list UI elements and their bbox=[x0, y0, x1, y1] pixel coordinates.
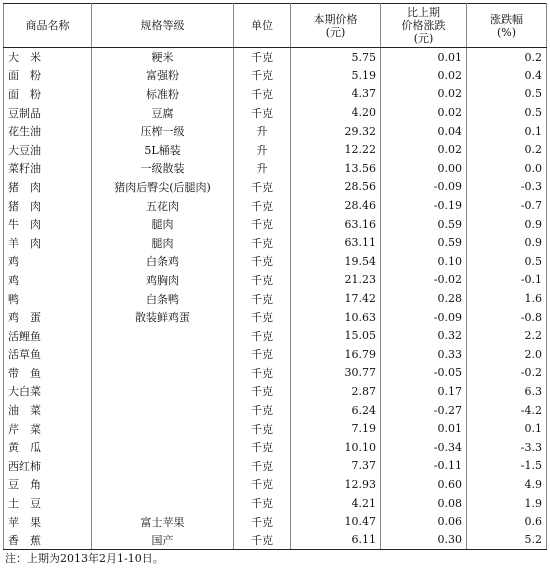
cell-unit: 千克 bbox=[234, 419, 291, 438]
cell-name: 油 菜 bbox=[4, 401, 92, 420]
cell-unit: 千克 bbox=[234, 178, 291, 197]
cell-price: 28.46 bbox=[291, 196, 381, 215]
header-price: 本期价格 (元) bbox=[291, 4, 381, 48]
cell-name: 猪 肉 bbox=[4, 178, 92, 197]
cell-change: 0.06 bbox=[381, 512, 467, 531]
cell-spec bbox=[92, 326, 234, 345]
cell-spec: 一级散装 bbox=[92, 159, 234, 178]
cell-change: 0.32 bbox=[381, 326, 467, 345]
cell-price: 5.75 bbox=[291, 48, 381, 67]
table-row bbox=[4, 140, 547, 159]
cell-pct: 2.2 bbox=[467, 326, 547, 345]
cell-name: 大豆油 bbox=[4, 140, 92, 159]
cell-price: 28.56 bbox=[291, 178, 381, 197]
cell-name: 西红柿 bbox=[4, 457, 92, 476]
price-table bbox=[3, 3, 547, 550]
table-row bbox=[4, 159, 547, 178]
cell-name: 鸭 bbox=[4, 289, 92, 308]
table-row bbox=[4, 308, 547, 327]
cell-change: 0.04 bbox=[381, 122, 467, 141]
cell-pct: -0.1 bbox=[467, 271, 547, 290]
cell-price: 63.11 bbox=[291, 233, 381, 252]
cell-name: 芹 菜 bbox=[4, 419, 92, 438]
cell-unit: 升 bbox=[234, 122, 291, 141]
cell-unit: 千克 bbox=[234, 382, 291, 401]
cell-spec bbox=[92, 475, 234, 494]
cell-price: 7.37 bbox=[291, 457, 381, 476]
cell-unit: 千克 bbox=[234, 85, 291, 104]
cell-pct: -0.2 bbox=[467, 364, 547, 383]
table-row bbox=[4, 494, 547, 513]
cell-unit: 千克 bbox=[234, 345, 291, 364]
cell-unit: 千克 bbox=[234, 475, 291, 494]
cell-change: -0.19 bbox=[381, 196, 467, 215]
header-pct: 涨跌幅 (%) bbox=[467, 4, 547, 48]
cell-spec: 压榨一级 bbox=[92, 122, 234, 141]
cell-price: 19.54 bbox=[291, 252, 381, 271]
table-row bbox=[4, 252, 547, 271]
cell-unit: 千克 bbox=[234, 494, 291, 513]
cell-name: 大 米 bbox=[4, 48, 92, 67]
table-body bbox=[4, 48, 547, 550]
table-row bbox=[4, 215, 547, 234]
table-row bbox=[4, 512, 547, 531]
cell-name: 羊 肉 bbox=[4, 233, 92, 252]
header-change: 比上期 价格涨跌 (元) bbox=[381, 4, 467, 48]
cell-price: 21.23 bbox=[291, 271, 381, 290]
cell-name: 猪 肉 bbox=[4, 196, 92, 215]
cell-spec bbox=[92, 494, 234, 513]
cell-pct: -4.2 bbox=[467, 401, 547, 420]
cell-change: -0.02 bbox=[381, 271, 467, 290]
cell-pct: 0.2 bbox=[467, 140, 547, 159]
cell-unit: 千克 bbox=[234, 215, 291, 234]
cell-name: 土 豆 bbox=[4, 494, 92, 513]
cell-price: 12.22 bbox=[291, 140, 381, 159]
cell-spec: 豆腐 bbox=[92, 103, 234, 122]
table-header-row bbox=[4, 4, 547, 48]
cell-pct: 0.1 bbox=[467, 122, 547, 141]
cell-spec bbox=[92, 345, 234, 364]
cell-spec bbox=[92, 382, 234, 401]
cell-unit: 千克 bbox=[234, 512, 291, 531]
cell-spec: 粳米 bbox=[92, 48, 234, 67]
cell-price: 10.63 bbox=[291, 308, 381, 327]
cell-spec: 五花肉 bbox=[92, 196, 234, 215]
cell-pct: 0.0 bbox=[467, 159, 547, 178]
cell-spec: 富强粉 bbox=[92, 66, 234, 85]
cell-name: 花生油 bbox=[4, 122, 92, 141]
cell-unit: 千克 bbox=[234, 66, 291, 85]
cell-change: 0.01 bbox=[381, 48, 467, 67]
cell-pct: 0.9 bbox=[467, 233, 547, 252]
table-row bbox=[4, 438, 547, 457]
table-row bbox=[4, 178, 547, 197]
table-row bbox=[4, 475, 547, 494]
cell-pct: -0.8 bbox=[467, 308, 547, 327]
cell-change: 0.08 bbox=[381, 494, 467, 513]
table-row bbox=[4, 85, 547, 104]
cell-spec: 腿肉 bbox=[92, 233, 234, 252]
table-row bbox=[4, 271, 547, 290]
cell-pct: 5.2 bbox=[467, 531, 547, 550]
footnote: 注：上期为2013年2月1-10日。 bbox=[5, 552, 164, 565]
cell-change: 0.02 bbox=[381, 140, 467, 159]
cell-spec: 5L桶装 bbox=[92, 140, 234, 159]
cell-price: 10.47 bbox=[291, 512, 381, 531]
cell-unit: 千克 bbox=[234, 438, 291, 457]
header-name: 商品名称 bbox=[4, 4, 92, 48]
cell-pct: 6.3 bbox=[467, 382, 547, 401]
cell-change: -0.09 bbox=[381, 178, 467, 197]
cell-pct: 0.6 bbox=[467, 512, 547, 531]
cell-pct: 4.9 bbox=[467, 475, 547, 494]
cell-pct: -1.5 bbox=[467, 457, 547, 476]
cell-pct: 0.5 bbox=[467, 85, 547, 104]
table-row bbox=[4, 326, 547, 345]
cell-pct: -0.7 bbox=[467, 196, 547, 215]
table-row bbox=[4, 103, 547, 122]
cell-pct: 0.5 bbox=[467, 103, 547, 122]
cell-change: -0.27 bbox=[381, 401, 467, 420]
header-unit: 单位 bbox=[234, 4, 291, 48]
cell-name: 活鲤鱼 bbox=[4, 326, 92, 345]
cell-price: 12.93 bbox=[291, 475, 381, 494]
cell-spec bbox=[92, 364, 234, 383]
cell-pct: 2.0 bbox=[467, 345, 547, 364]
cell-spec bbox=[92, 401, 234, 420]
cell-spec: 猪肉后臀尖(后腿肉) bbox=[92, 178, 234, 197]
cell-change: -0.05 bbox=[381, 364, 467, 383]
cell-spec bbox=[92, 419, 234, 438]
cell-pct: -3.3 bbox=[467, 438, 547, 457]
cell-change: 0.33 bbox=[381, 345, 467, 364]
table-row bbox=[4, 66, 547, 85]
table-row bbox=[4, 48, 547, 67]
cell-change: 0.17 bbox=[381, 382, 467, 401]
cell-change: 0.59 bbox=[381, 233, 467, 252]
cell-unit: 千克 bbox=[234, 103, 291, 122]
cell-unit: 千克 bbox=[234, 271, 291, 290]
cell-price: 7.19 bbox=[291, 419, 381, 438]
cell-unit: 千克 bbox=[234, 233, 291, 252]
cell-price: 63.16 bbox=[291, 215, 381, 234]
cell-change: 0.10 bbox=[381, 252, 467, 271]
cell-price: 29.32 bbox=[291, 122, 381, 141]
cell-pct: 1.6 bbox=[467, 289, 547, 308]
cell-name: 带 鱼 bbox=[4, 364, 92, 383]
cell-spec: 腿肉 bbox=[92, 215, 234, 234]
header-spec: 规格等级 bbox=[92, 4, 234, 48]
cell-price: 6.11 bbox=[291, 531, 381, 550]
cell-change: -0.34 bbox=[381, 438, 467, 457]
cell-unit: 升 bbox=[234, 159, 291, 178]
cell-unit: 千克 bbox=[234, 531, 291, 550]
cell-spec bbox=[92, 457, 234, 476]
cell-price: 30.77 bbox=[291, 364, 381, 383]
table-row bbox=[4, 364, 547, 383]
cell-price: 15.05 bbox=[291, 326, 381, 345]
cell-change: 0.00 bbox=[381, 159, 467, 178]
cell-price: 6.24 bbox=[291, 401, 381, 420]
cell-spec: 白条鸭 bbox=[92, 289, 234, 308]
cell-price: 16.79 bbox=[291, 345, 381, 364]
cell-unit: 升 bbox=[234, 140, 291, 159]
cell-pct: 0.1 bbox=[467, 419, 547, 438]
cell-name: 香 蕉 bbox=[4, 531, 92, 550]
table-row bbox=[4, 345, 547, 364]
cell-change: 0.28 bbox=[381, 289, 467, 308]
cell-spec bbox=[92, 438, 234, 457]
cell-unit: 千克 bbox=[234, 457, 291, 476]
cell-price: 5.19 bbox=[291, 66, 381, 85]
cell-pct: 0.5 bbox=[467, 252, 547, 271]
table-row bbox=[4, 382, 547, 401]
cell-unit: 千克 bbox=[234, 252, 291, 271]
cell-name: 大白菜 bbox=[4, 382, 92, 401]
cell-name: 鸡 蛋 bbox=[4, 308, 92, 327]
cell-change: 0.02 bbox=[381, 103, 467, 122]
table-row bbox=[4, 196, 547, 215]
cell-price: 4.37 bbox=[291, 85, 381, 104]
cell-unit: 千克 bbox=[234, 308, 291, 327]
cell-spec: 鸡胸肉 bbox=[92, 271, 234, 290]
cell-price: 4.21 bbox=[291, 494, 381, 513]
cell-spec: 散装鲜鸡蛋 bbox=[92, 308, 234, 327]
cell-price: 17.42 bbox=[291, 289, 381, 308]
cell-change: 0.30 bbox=[381, 531, 467, 550]
cell-name: 鸡 bbox=[4, 271, 92, 290]
cell-unit: 千克 bbox=[234, 326, 291, 345]
cell-spec: 标准粉 bbox=[92, 85, 234, 104]
table-row bbox=[4, 401, 547, 420]
cell-unit: 千克 bbox=[234, 196, 291, 215]
cell-price: 4.20 bbox=[291, 103, 381, 122]
table-row bbox=[4, 419, 547, 438]
table-row bbox=[4, 531, 547, 550]
table-row bbox=[4, 233, 547, 252]
cell-name: 鸡 bbox=[4, 252, 92, 271]
cell-pct: 0.4 bbox=[467, 66, 547, 85]
cell-unit: 千克 bbox=[234, 401, 291, 420]
cell-unit: 千克 bbox=[234, 364, 291, 383]
cell-unit: 千克 bbox=[234, 289, 291, 308]
cell-change: -0.09 bbox=[381, 308, 467, 327]
cell-name: 面 粉 bbox=[4, 66, 92, 85]
cell-pct: 0.2 bbox=[467, 48, 547, 67]
cell-change: -0.11 bbox=[381, 457, 467, 476]
cell-name: 牛 肉 bbox=[4, 215, 92, 234]
cell-price: 13.56 bbox=[291, 159, 381, 178]
cell-name: 面 粉 bbox=[4, 85, 92, 104]
cell-spec: 富士苹果 bbox=[92, 512, 234, 531]
cell-spec: 白条鸡 bbox=[92, 252, 234, 271]
cell-pct: 0.9 bbox=[467, 215, 547, 234]
table-row bbox=[4, 457, 547, 476]
cell-price: 10.10 bbox=[291, 438, 381, 457]
table-row bbox=[4, 289, 547, 308]
cell-name: 豆制品 bbox=[4, 103, 92, 122]
cell-spec: 国产 bbox=[92, 531, 234, 550]
cell-name: 活草鱼 bbox=[4, 345, 92, 364]
cell-name: 菜籽油 bbox=[4, 159, 92, 178]
cell-unit: 千克 bbox=[234, 48, 291, 67]
cell-price: 2.87 bbox=[291, 382, 381, 401]
cell-name: 豆 角 bbox=[4, 475, 92, 494]
cell-pct: -0.3 bbox=[467, 178, 547, 197]
cell-name: 苹 果 bbox=[4, 512, 92, 531]
cell-change: 0.02 bbox=[381, 66, 467, 85]
cell-change: 0.60 bbox=[381, 475, 467, 494]
cell-pct: 1.9 bbox=[467, 494, 547, 513]
table-row bbox=[4, 122, 547, 141]
cell-change: 0.59 bbox=[381, 215, 467, 234]
cell-name: 黄 瓜 bbox=[4, 438, 92, 457]
cell-change: 0.01 bbox=[381, 419, 467, 438]
cell-change: 0.02 bbox=[381, 85, 467, 104]
